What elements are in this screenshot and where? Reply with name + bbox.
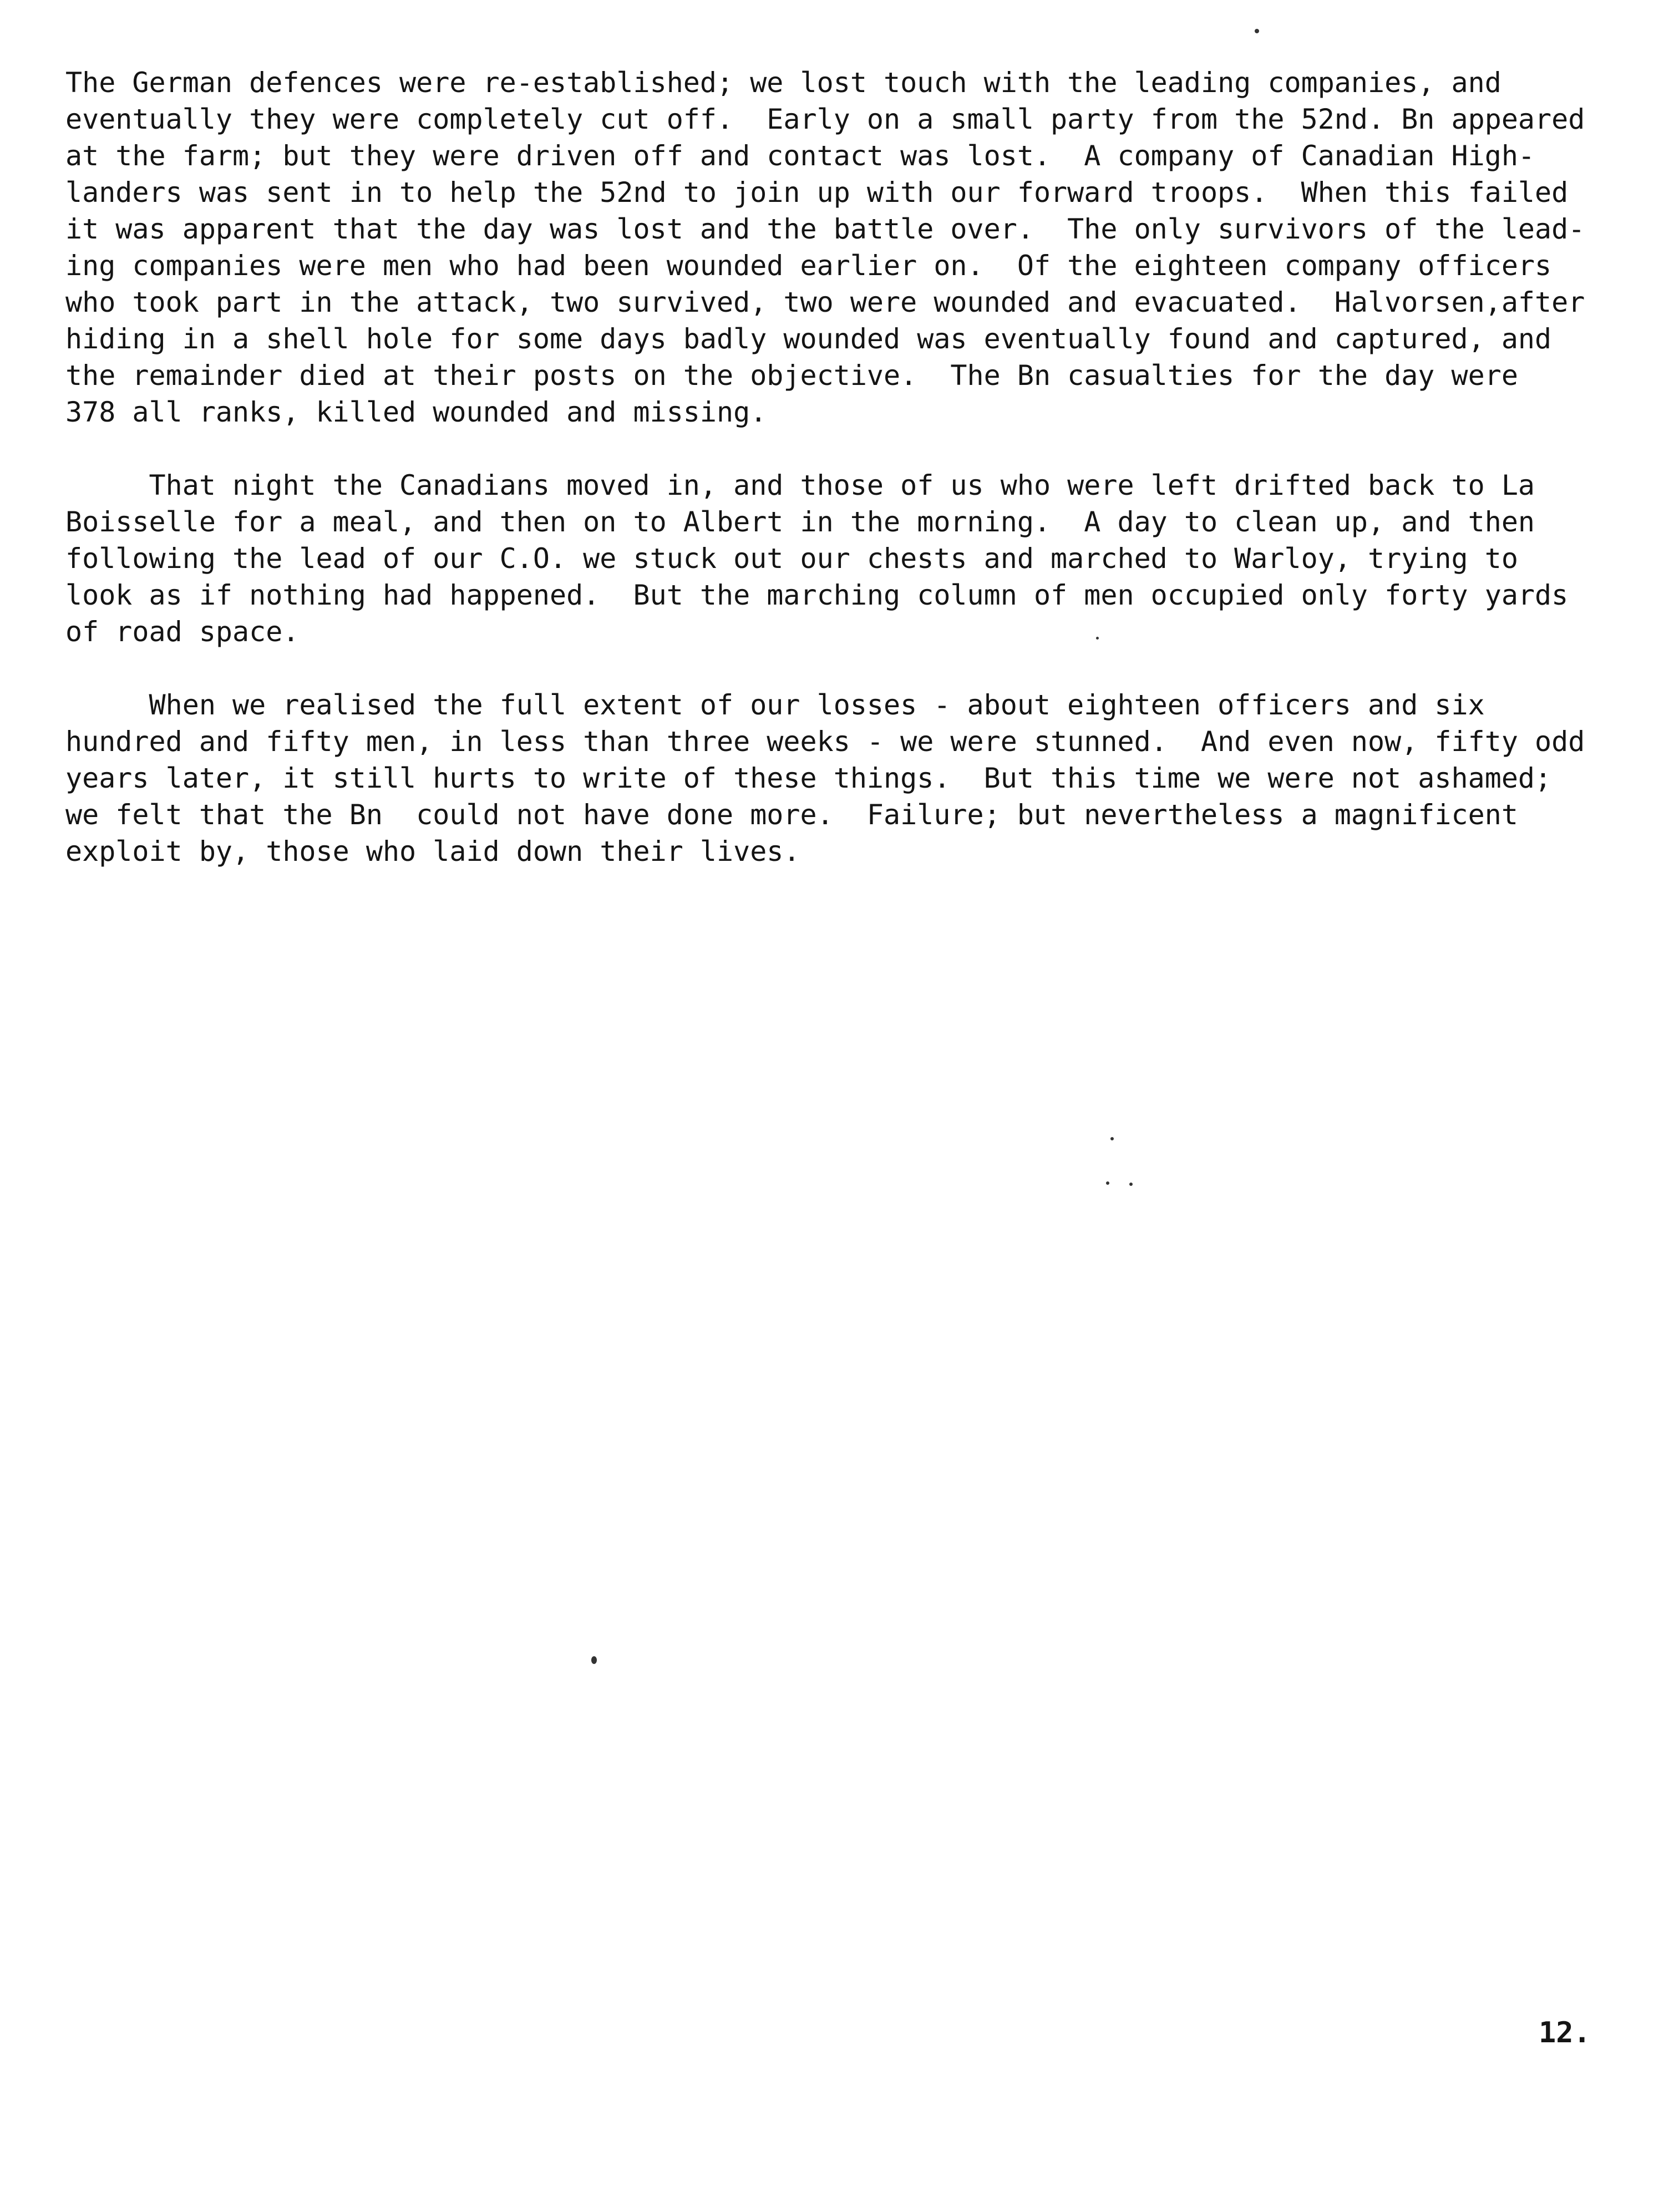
text-line: look as if nothing had happened. But the marching column of men occupied only forty yards xyxy=(65,579,1569,611)
text-line: exploit by, those who laid down their lives. xyxy=(65,835,800,867)
paragraph-3 xyxy=(65,687,1635,870)
text-line: it was apparent that the day was lost and the battle over. The only survivors of the lead- xyxy=(65,213,1585,245)
text-line: following the lead of our C.O. we stuck out our chests and marched to Warloy, trying to xyxy=(65,542,1518,575)
text-line: hundred and fifty men, in less than three weeks - we were stunned. And even now, fifty odd xyxy=(65,726,1585,758)
text-line: who took part in the attack, two survived, two were wounded and evacuated. Halvorsen,after xyxy=(65,286,1585,318)
text-line: years later, it still hurts to write of these things. But this time we were not ashamed; xyxy=(65,762,1552,794)
text-line: hiding in a shell hole for some days badly wounded was eventually found and captured, and xyxy=(65,323,1552,355)
scan-speck xyxy=(1255,29,1259,33)
text-line: Boisselle for a meal, and then on to Albert in the morning. A day to clean up, and then xyxy=(65,506,1535,538)
text-line: The German defences were re-established; we lost touch with the leading companies, and xyxy=(65,67,1501,99)
scan-speck xyxy=(1096,637,1099,640)
paragraph-2 xyxy=(65,467,1635,650)
document-body xyxy=(65,64,1635,906)
text-line: ing companies were men who had been wounded earlier on. Of the eighteen company officers xyxy=(65,250,1552,282)
text-line: 378 all ranks, killed wounded and missing. xyxy=(65,396,767,428)
text-line: eventually they were completely cut off. Early on a small party from the 52nd. Bn appeared xyxy=(65,103,1585,135)
scan-speck xyxy=(591,1656,597,1664)
scan-speck xyxy=(1129,1183,1133,1186)
text-line: at the farm; but they were driven off and contact was lost. A company of Canadian High- xyxy=(65,140,1535,172)
text-line: of road space. xyxy=(65,616,300,648)
scan-speck xyxy=(1106,1181,1109,1185)
text-line: When we realised the full extent of our losses - about eighteen officers and six xyxy=(65,689,1485,721)
text-line: landers was sent in to help the 52nd to join up with our forward troops. When this failed xyxy=(65,176,1569,209)
page-number: 12. xyxy=(1539,2016,1591,2049)
text-line: the remainder died at their posts on the objective. The Bn casualties for the day were xyxy=(65,359,1518,392)
paragraph-1 xyxy=(65,64,1635,430)
text-line: we felt that the Bn could not have done more. Failure; but nevertheless a magnificent xyxy=(65,799,1518,831)
scan-speck xyxy=(1110,1137,1114,1140)
text-line: That night the Canadians moved in, and those of us who were left drifted back to La xyxy=(65,469,1535,501)
